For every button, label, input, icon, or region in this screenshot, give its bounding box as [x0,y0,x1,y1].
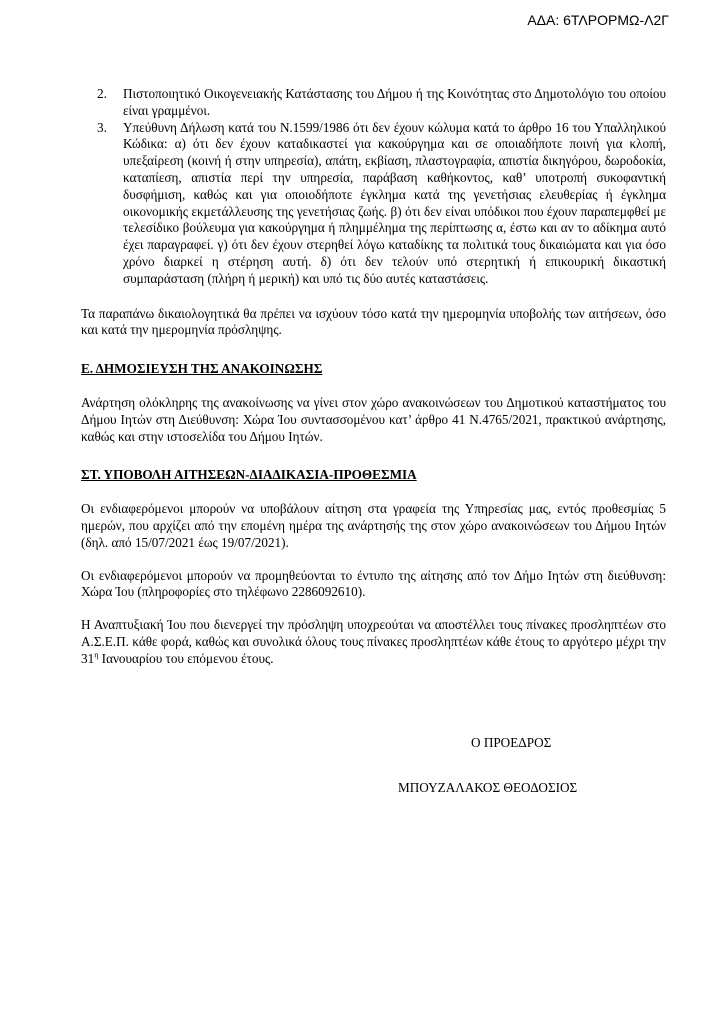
section-st-paragraph-3 [81,617,666,667]
list-item-text: Υπεύθυνη Δήλωση κατά του Ν.1599/1986 ότι δεν έχουν κώλυμα κατά το άρθρο 16 του Υπαλληλικού Κώδικα: α) ότι δεν έχουν καταδικαστεί για κακούργημα και σε οποιαδήποτε ποινή για κλοπή, υπεξαίρεση (κοινή ή στην υπηρεσία), απάτη, εκβίαση, πλαστογραφία, απιστία δικηγόρου, δωροδοκία, καταπίεση, απιστία περί την υπηρεσία, παράβαση καθήκοντος, καθ’ υποτροπή συκοφαντική δυσφήμιση, καθώς και για οποιοδήποτε έγκλημα κατά της γενετήσιας ελευθερίας ή έγκλημα οικονομικής εκμετάλλευσης της γενετήσιας ζωής. β) ότι δεν είναι υπόδικοι που έχουν παραπεμφθεί με τελεσίδικο βούλευμα για κακούργημα ή πλημμέλημα της περίπτωσης α, έστω και αν το αδίκημα αυτό έχει παραγραφεί. γ) ότι δεν έχουν στερηθεί λόγω καταδίκης τα πολιτικά τους δικαιώματα και για όσο χρόνο διαρκεί η στέρηση αυτή. δ) ότι δεν τελούν υπό στερητική ή επικουρική δικαστική συμπαράσταση (πλήρη ή μερική) και υπό τις δύο αυτές καταστάσεις. [123,119,666,286]
validity-note: Τα παραπάνω δικαιολογητικά θα πρέπει να ισχύουν τόσο κατά την ημερομηνία υποβολής των αιτήσεων, όσο και κατά την ημερομηνία πρόσληψης. [81,305,666,338]
list-item-text: Πιστοποιητικό Οικογενειακής Κατάστασης του Δήμου ή της Κοινότητας στο Δημοτολόγιο του οποίου είναι γραμμένοι. [123,86,666,118]
signature-title: Ο ΠΡΟΕΔΡΟΣ [471,735,552,750]
requirements-list [81,86,666,288]
section-st-paragraph-2: Οι ενδιαφερόμενοι μπορούν να προμηθεύονται το έντυπο της αίτησης από τον Δήμο Ιητών στη διεύθυνση: Χώρα Ίου (πληροφορίες στο τηλέφωνο 2286092610). [81,567,666,600]
document-body [81,86,666,668]
paragraph-3-start: Η Αναπτυξιακή Ίου που διενεργεί την πρόσληψη υποχρεούται να αποστέλλει τους πίνακες προσληπτέων στο Α.Σ.Ε.Π. κάθε φορά, καθώς και συνολικά όλους τους πίνακες προσληπτέων κάθε έτους το αργότερο μέχρι την 31 [81,617,666,666]
ada-code: ΑΔΑ: 6ΤΛΡΟΡΜΩ-Λ2Γ [527,12,669,28]
section-e-heading: Ε. ΔΗΜΟΣΙΕΥΣΗ ΤΗΣ ΑΝΑΚΟΙΝΩΣΗΣ [81,361,323,377]
section-e-text: Ανάρτηση ολόκληρης της ανακοίνωσης να γίνει στον χώρο ανακοινώσεων του Δημοτικού καταστήματος του Δήμου Ιητών στη Διεύθυνση: Χώρα Ίου συντασσομένου κατ’ άρθρο 41 Ν.4765/2021, πρακτικού ανάρτησης, καθώς και στην ιστοσελίδα του Δήμου Ιητών. [81,394,666,444]
paragraph-3-end: Ιανουαρίου του επόμενου έτους. [98,650,274,666]
signature-name: ΜΠΟΥΖΑΛΑΚΟΣ ΘΕΟΔΟΣΙΟΣ [398,780,578,795]
section-st-paragraph-1: Οι ενδιαφερόμενοι μπορούν να υποβάλουν αίτηση στα γραφεία της Υπηρεσίας μας, εντός προθεσμίας 5 ημερών, που αρχίζει από την επομένη ημέρα της ανάρτησής της στον χώρο ανακοινώσεων του Δήμου Ιητών (δηλ. από 15/07/2021 έως 19/07/2021). [81,501,666,550]
list-item [97,86,666,120]
ordinal-superscript: η [94,650,99,660]
list-item-number: 2. [97,86,107,101]
list-item-number: 3. [97,119,107,135]
list-item [97,119,666,288]
section-st-heading: ΣΤ. ΥΠΟΒΟΛΗ ΑΙΤΗΣΕΩΝ-ΔΙΑΔΙΚΑΣΙΑ-ΠΡΟΘΕΣΜΙΑ [81,467,417,483]
